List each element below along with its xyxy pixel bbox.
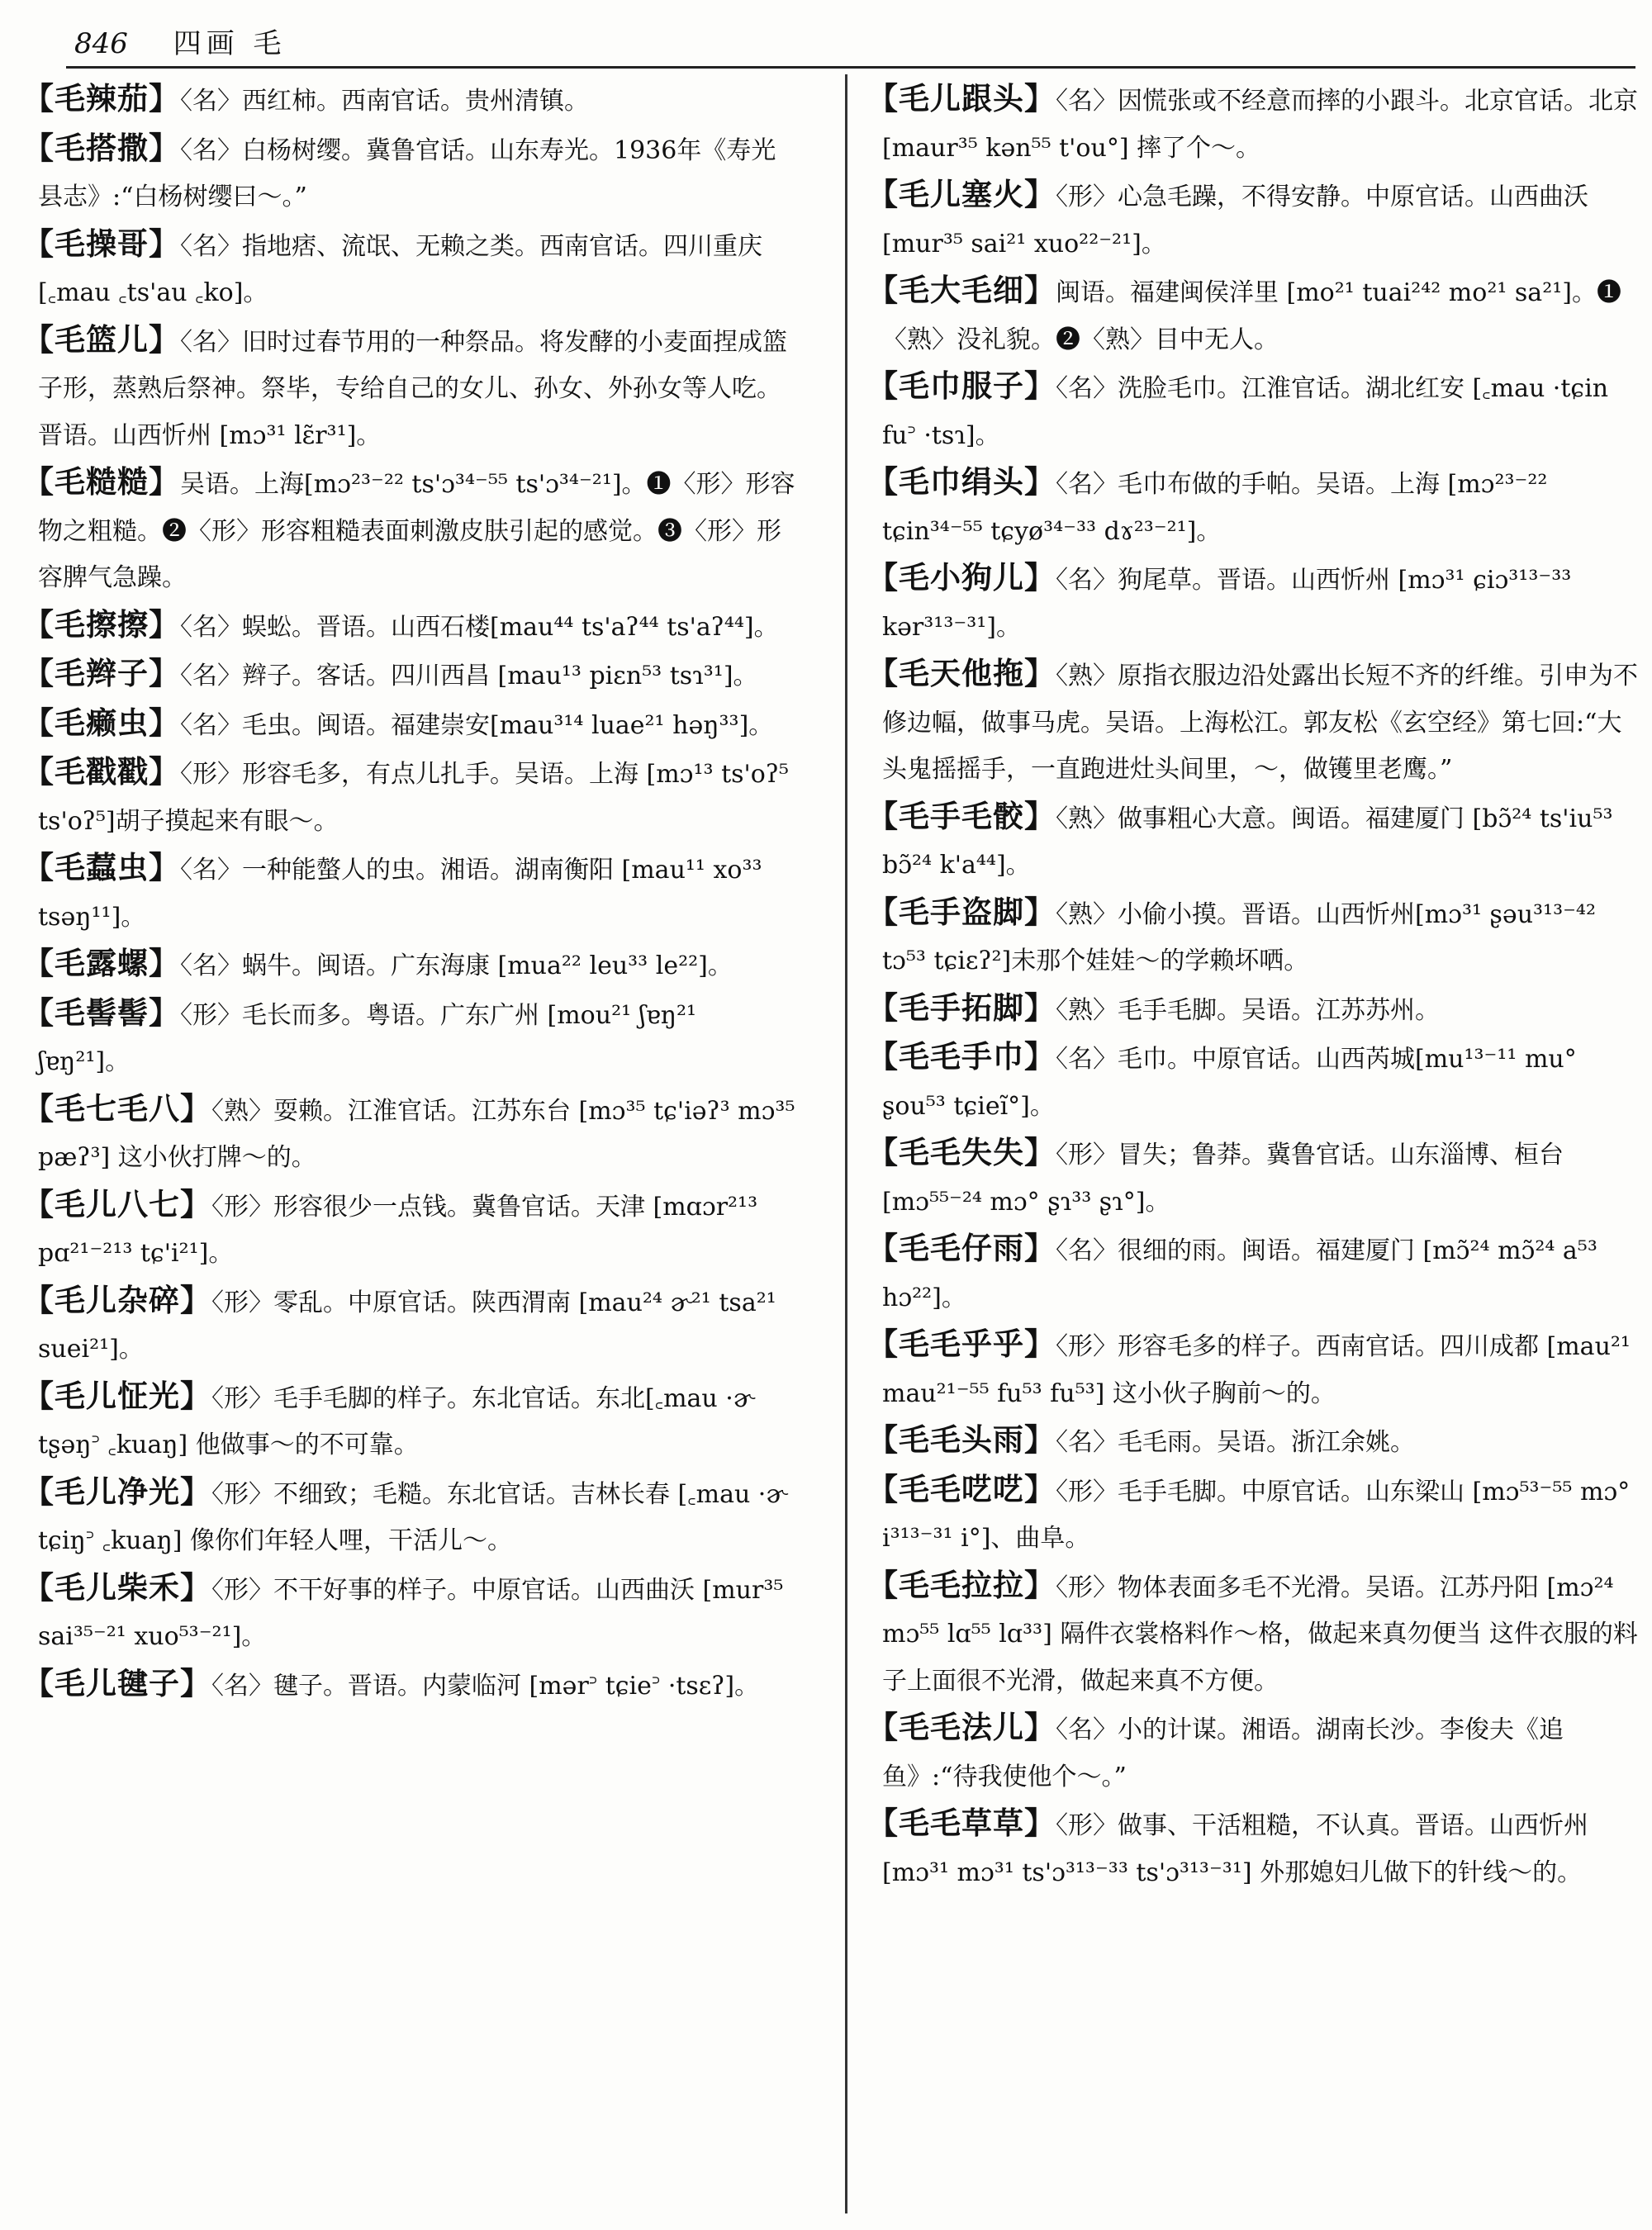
dictionary-entry [23,1086,795,1182]
entry-definition: 〈名〉蜗牛。闽语。广东海康 [mua²² leu³³ le²²]。 [180,951,733,980]
entry-definition: 〈名〉因慌张或不经意而摔的小跟斗。北京官话。北京 [maur³⁵ kən⁵⁵ t'ou°] 摔了个～。 [882,87,1638,163]
entry-definition: 〈形〉毛长而多。粤语。广东广州 [mou²¹ ʃɐŋ²¹ ʃɐŋ²¹]。 [38,1000,697,1076]
entry-definition: 〈形〉形容毛多，有点儿扎手。吴语。上海 [mɔ¹³ ts'oʔ⁵ ts'oʔ⁵]胡子摸起来有眼～。 [38,760,789,836]
entry-headword: 【毛擦擦】 [23,606,180,643]
entry-headword: 【毛巾服子】 [867,368,1056,404]
entry-definition: 〈熟〉原指衣服边沿处露出长短不齐的纤维。引申为不修边幅，做事马虎。吴语。上海松江。郭友松《玄空经》第七回:“大头鬼摇摇手，一直跑进灶头间里，～，做镬里老鹰。” [882,662,1638,784]
entry-headword: 【毛七毛八】 [23,1090,211,1127]
dictionary-entry [23,1374,795,1469]
entry-definition: 〈形〉心急毛躁，不得安静。中原官话。山西曲沃 [mur³⁵ sai²¹ xuo²²⁻²¹]。 [882,183,1588,259]
dictionary-entry [867,1563,1640,1706]
dictionary-entry [867,794,1640,890]
entry-definition: 〈名〉毛虫。闽语。福建崇安[mau³¹⁴ luae²¹ həŋ³³]。 [180,710,774,740]
dictionary-entry [23,602,795,652]
dictionary-entry [23,317,795,460]
column-divider [845,74,847,2213]
entry-headword: 【毛毛呓呓】 [867,1471,1056,1507]
dictionary-entry [23,990,795,1086]
entry-definition: 〈名〉狗尾草。晋语。山西忻州 [mɔ³¹ ɕiɔ³¹³⁻³³ kər³¹³⁻³¹]。 [882,566,1572,642]
entry-headword: 【毛露螺】 [23,946,180,981]
entry-headword: 【毛儿八七】 [23,1186,211,1222]
entry-headword: 【毛儿塞火】 [867,177,1056,212]
dictionary-entry [867,268,1640,363]
entry-definition: 〈熟〉做事粗心大意。闽语。福建厦门 [bɔ̃²⁴ ts'iu⁵³ bɔ̃²⁴ k'a⁴⁴]。 [882,804,1613,880]
dictionary-entry [867,555,1640,651]
entry-definition: 闽语。福建闽侯洋里 [mo²¹ tuai²⁴² mo²¹ sa²¹]。❶〈熟〉没礼貌。❷〈熟〉目中无人。 [882,278,1621,354]
entry-headword: 【毛毛法儿】 [867,1710,1056,1745]
entry-headword: 【毛髻髻】 [23,994,180,1031]
entry-definition: 〈熟〉毛手毛脚。吴语。江苏苏州。 [1056,995,1440,1025]
entry-headword: 【毛巾绢头】 [867,464,1056,500]
entry-headword: 【毛手盗脚】 [867,894,1056,930]
dictionary-entry [867,1034,1640,1130]
page-number: 846 [74,27,128,60]
entry-headword: 【毛手拓脚】 [867,989,1056,1026]
entry-headword: 【毛儿杂碎】 [23,1282,211,1318]
entry-definition: 〈名〉蜈蚣。晋语。山西石楼[mau⁴⁴ ts'aʔ⁴⁴ ts'aʔ⁴⁴]。 [180,612,779,642]
dictionary-entry [23,221,795,317]
entry-headword: 【毛毛手巾】 [867,1039,1056,1075]
dictionary-entry [867,459,1640,555]
dictionary-entry [867,1801,1640,1896]
entry-definition: 〈名〉白杨树缨。冀鲁官话。山东寿光。1936年《寿光县志》:“白杨树缨曰～。” [38,135,776,211]
dictionary-entry [23,1565,795,1661]
entry-definition: 〈名〉毛巾。中原官话。山西芮城[mu¹³⁻¹¹ mu° ʂou⁵³ tɕieĩ°]。 [882,1045,1577,1121]
entry-definition: 〈名〉小的计谋。湘语。湖南长沙。李俊夫《追鱼》:“待我使他个～。” [882,1715,1564,1791]
header-rule [66,66,1635,69]
entry-definition: 〈形〉形容毛多的样子。西南官话。四川成都 [mau²¹ mau²¹⁻⁵⁵ fu⁵³ fu⁵³] 这小伙子胸前～的。 [882,1332,1631,1408]
entry-headword: 【毛操哥】 [23,225,180,262]
entry-headword: 【毛毛头雨】 [867,1422,1056,1458]
section-title: 四画 毛 [173,27,287,60]
entry-definition: 〈名〉西红柿。西南官话。贵州清镇。 [180,87,589,116]
entry-headword: 【毛毛失失】 [867,1135,1056,1170]
entry-headword: 【毛搭撒】 [23,130,180,166]
dictionary-entry [23,941,795,990]
entry-definition: 〈名〉很细的雨。闽语。福建厦门 [mɔ̃²⁴ mɔ̃²⁴ a⁵³ hɔ²²]。 [882,1236,1597,1312]
entry-headword: 【毛天他拖】 [867,656,1056,691]
dictionary-entry [867,1130,1640,1226]
dictionary-entry [867,172,1640,268]
right-column [867,76,1640,2215]
dictionary-entry [867,1417,1640,1467]
dictionary-entry [867,1467,1640,1563]
entry-headword: 【毛糙糙】 [23,464,180,500]
left-column [23,76,795,2215]
entry-headword: 【毛大毛细】 [867,273,1056,308]
entry-headword: 【毛儿怔光】 [23,1378,211,1414]
dictionary-entry [23,126,795,221]
dictionary-entry [23,459,795,602]
entry-definition: 〈形〉不干好事的样子。中原官话。山西曲沃 [mur³⁵ sai³⁵⁻²¹ xuo⁵³⁻²¹]。 [38,1575,784,1651]
dictionary-entry [23,1469,795,1565]
entry-headword: 【毛儿柴禾】 [23,1569,211,1606]
entry-headword: 【毛戳戳】 [23,754,180,790]
dictionary-entry [867,651,1640,794]
entry-definition: 〈形〉形容很少一点钱。冀鲁官话。天津 [mɑɔr²¹³ pɑ²¹⁻²¹³ tɕ'i²¹]。 [38,1192,758,1268]
dictionary-entry [867,1226,1640,1321]
entry-definition: 〈名〉毛巾布做的手帕。吴语。上海 [mɔ²³⁻²² tɕin³⁴⁻⁵⁵ tɕyø³⁴⁻³³ dɤ²³⁻²¹]。 [882,470,1548,546]
entry-definition: 吴语。上海[mɔ²³⁻²² ts'ɔ³⁴⁻⁵⁵ ts'ɔ³⁴⁻²¹]。❶〈形〉形容物之粗糙。❷〈形〉形容粗糙表面刺激皮肤引起的感觉。❸〈形〉形容脾气急躁。 [38,470,795,592]
entry-definition: 〈形〉不细致；毛糙。东北官话。吉林长春 [꜀mau ·ɚ tɕiŋ꜄ ꜀kuaŋ] 像你们年轻人哩，干活儿～。 [38,1479,787,1555]
dictionary-entry [867,985,1640,1035]
entry-definition: 〈名〉指地痞、流氓、无赖之类。西南官话。四川重庆 [꜀mau ꜀ts'au ꜀ko]。 [38,231,762,307]
dictionary-entry [23,76,795,126]
entry-headword: 【毛辫子】 [23,656,180,691]
entry-headword: 【毛儿跟头】 [867,81,1056,116]
entry-headword: 【毛毛拉拉】 [867,1567,1056,1603]
dictionary-entry [23,651,795,700]
entry-headword: 【毛儿净光】 [23,1473,211,1510]
entry-headword: 【毛癞虫】 [23,705,180,741]
entry-definition: 〈熟〉小偷小摸。晋语。山西忻州[mɔ³¹ ʂəu³¹³⁻⁴² tɔ⁵³ tɕiɛʔ²]未那个娃娃～的学赖坏哂。 [882,899,1596,975]
entry-definition: 〈名〉毽子。晋语。内蒙临河 [mər꜄ tɕie꜄ ·tsɛʔ]。 [211,1671,760,1701]
entry-headword: 【毛小狗儿】 [867,560,1056,595]
dictionary-entry [867,1705,1640,1801]
entry-definition: 〈形〉零乱。中原官话。陕西渭南 [mau²⁴ ɚ²¹ tsa²¹ suei²¹]。 [38,1288,776,1364]
dictionary-entry [867,1321,1640,1417]
dictionary-entry [23,700,795,750]
dictionary-entry [23,1278,795,1374]
entry-headword: 【毛蠚虫】 [23,850,180,885]
dictionary-entry [23,1182,795,1278]
entry-definition: 〈名〉辫子。客话。四川西昌 [mau¹³ piɛn⁵³ tsɿ³¹]。 [180,662,758,690]
entry-definition: 〈形〉物体表面多毛不光滑。吴语。江苏丹阳 [mɔ²⁴ mɔ⁵⁵ lɑ⁵⁵ lɑ³³] 隔件衣裳格料作～格，做起来真勿便当 这件衣服的料子上面很不光滑，做起来真不方便。 [882,1573,1638,1696]
entry-headword: 【毛篮儿】 [23,321,180,358]
dictionary-entry [867,76,1640,172]
entry-headword: 【毛毛仔雨】 [867,1231,1056,1266]
entry-definition: 〈形〉做事、干活粗糙，不认真。晋语。山西忻州 [mɔ³¹ mɔ³¹ ts'ɔ³¹³⁻³³ ts'ɔ³¹³⁻³¹] 外那媳妇儿做下的针线～的。 [882,1811,1588,1887]
dictionary-entry [23,1661,795,1710]
entry-definition: 〈形〉毛手毛脚。中原官话。山东梁山 [mɔ⁵³⁻⁵⁵ mɔ° i³¹³⁻³¹ i°]、曲阜。 [882,1477,1631,1553]
entry-definition: 〈名〉毛毛雨。吴语。浙江余姚。 [1056,1428,1415,1457]
entry-definition: 〈名〉洗脸毛巾。江淮官话。湖北红安 [꜀mau ·tɕin fu꜄ ·tsɿ]。 [882,374,1609,450]
dictionary-entry [867,363,1640,459]
entry-definition: 〈形〉毛手毛脚的样子。东北官话。东北[꜀mau ·ɚ tʂəŋ꜄ ꜀kuaŋ] 他做事～的不可靠。 [38,1383,755,1459]
entry-headword: 【毛辣茄】 [23,81,180,116]
entry-headword: 【毛儿毽子】 [23,1665,211,1701]
entry-headword: 【毛手毛骹】 [867,798,1056,834]
entry-definition: 〈熟〉耍赖。江淮官话。江苏东台 [mɔ³⁵ tɕ'iəʔ³ mɔ³⁵ pæʔ³] 这小伙打牌～的。 [38,1096,795,1172]
entry-headword: 【毛毛草草】 [867,1805,1056,1841]
dictionary-entry [23,845,795,941]
entry-definition: 〈名〉一种能螫人的虫。湘语。湖南衡阳 [mau¹¹ xo³³ tsəŋ¹¹]。 [38,856,762,932]
entry-definition: 〈形〉冒失；鲁莽。冀鲁官话。山东淄博、桓台 [mɔ⁵⁵⁻²⁴ mɔ° ʂɿ³³ ʂɿ°]。 [882,1141,1564,1217]
dictionary-entry [867,890,1640,985]
entry-definition: 〈名〉旧时过春节用的一种祭品。将发酵的小麦面捏成篮子形，蒸熟后祭神。祭毕，专给自己的女儿、孙女、外孙女等人吃。晋语。山西忻州 [mɔ³¹ lɛ̃r³¹]。 [38,327,787,450]
entry-headword: 【毛毛乎乎】 [867,1326,1056,1362]
page-header [74,23,1635,64]
dictionary-entry [23,749,795,845]
